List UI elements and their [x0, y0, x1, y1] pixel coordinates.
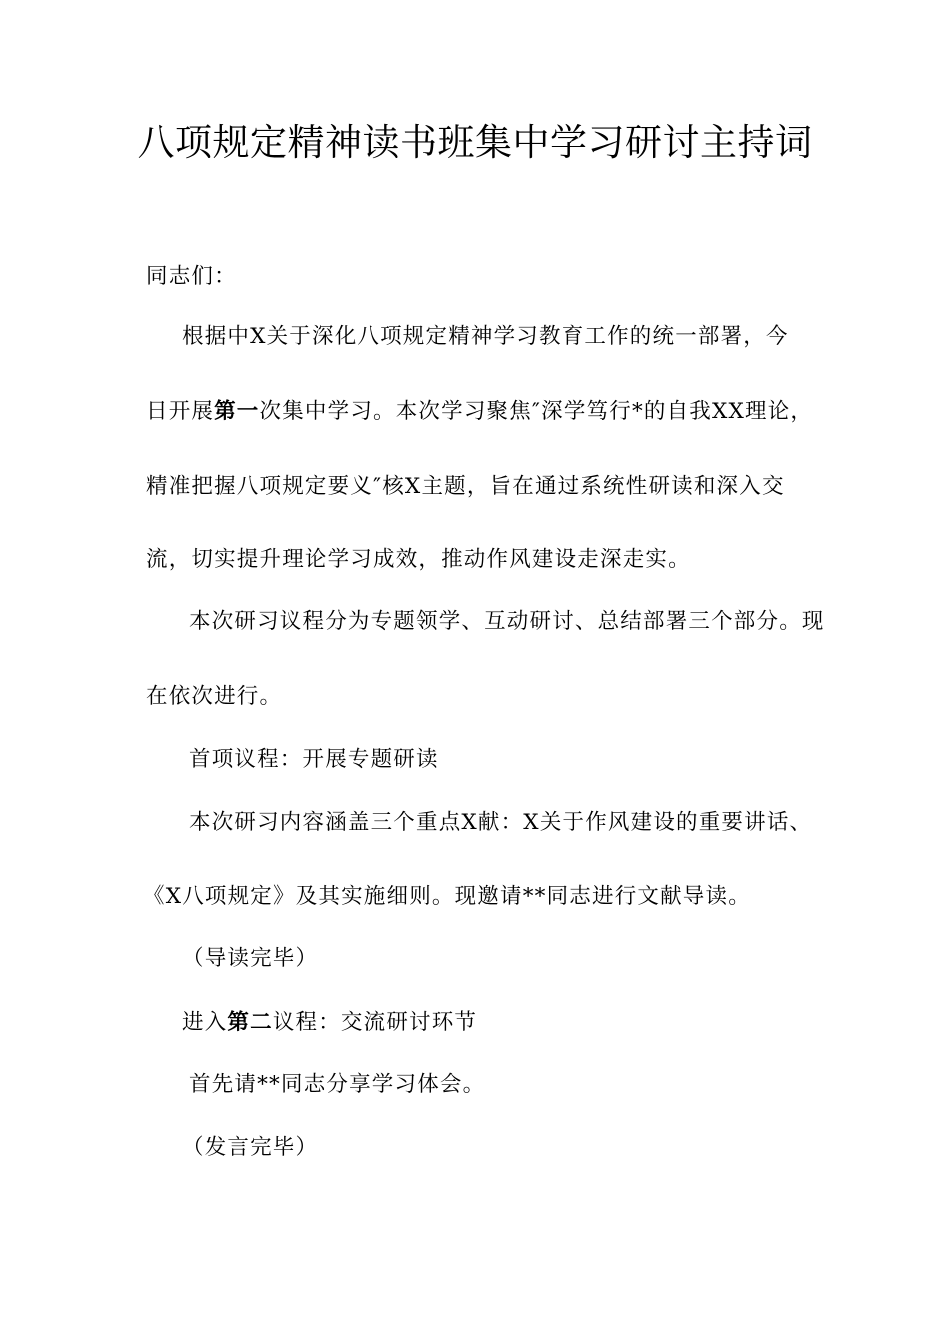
paragraph-2-line-2: 在依次进行。 [146, 684, 283, 709]
salutation: 同志们： [146, 264, 237, 289]
document-title: 八项规定精神读书班集中学习研讨主持词 [137, 121, 813, 164]
text-segment: 日开展 [146, 399, 215, 424]
paragraph-1-line-2 [146, 397, 813, 427]
text-segment: 次集中学习。本次学习聚焦″深学笃行*的自我XX理论， [259, 399, 814, 424]
stage-note-speech-done: （发言完毕） [182, 1135, 319, 1160]
text-segment: 议程：交流研讨环节 [272, 1010, 478, 1035]
paragraph-4-line-2: 《X八项规定》及其实施细则。现邀请**同志进行文献导读。 [143, 884, 751, 909]
speaker-invitation: 首先请**同志分享学习体会。 [189, 1072, 486, 1097]
agenda-item-1-heading: 首项议程：开展专题研读 [189, 747, 439, 772]
stage-note-reading-done: （导读完毕） [182, 946, 319, 971]
paragraph-1-line-4: 流，切实提升理论学习成效，推动作风建设走深走实。 [146, 547, 691, 572]
bold-ordinal: 第一 [214, 399, 260, 424]
agenda-item-2-heading [182, 1008, 477, 1038]
paragraph-1-line-3: 精准把握八项规定要义″核X主题，旨在通过系统性研读和深入交 [146, 474, 785, 499]
paragraph-1-line-1: 根据中X关于深化八项规定精神学习教育工作的统一部署，今 [182, 324, 789, 349]
text-segment: 进入 [182, 1010, 228, 1035]
paragraph-4-line-1: 本次研习内容涵盖三个重点X献：X关于作风建设的重要讲话、 [189, 810, 813, 835]
bold-ordinal: 第二 [227, 1010, 273, 1035]
paragraph-2-line-1: 本次研习议程分为专题领学、互动研讨、总结部署三个部分。现 [189, 609, 825, 634]
